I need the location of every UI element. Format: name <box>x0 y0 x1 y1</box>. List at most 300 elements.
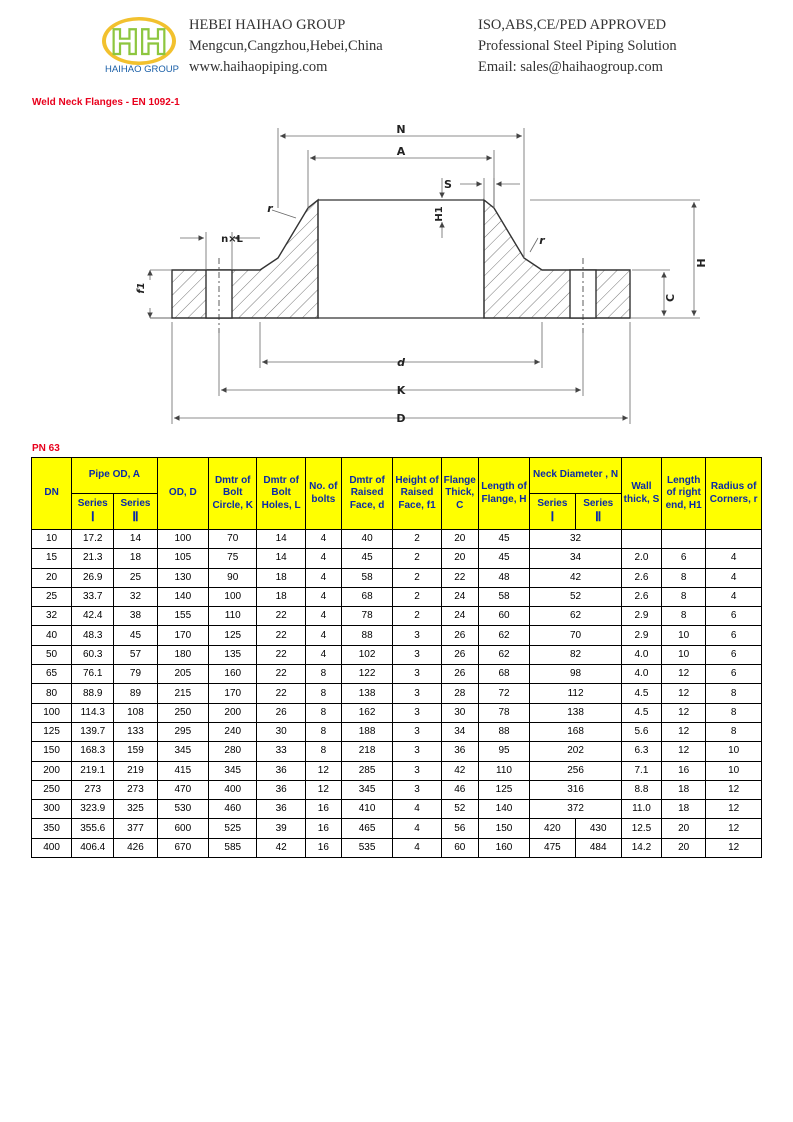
cell-h: 125 <box>478 780 529 799</box>
cell-h1: 8 <box>662 607 706 626</box>
cell-dn: 350 <box>32 819 72 838</box>
cell-l: 14 <box>257 549 305 568</box>
cell-h: 140 <box>478 800 529 819</box>
table-row <box>32 549 762 568</box>
cell-dn: 100 <box>32 703 72 722</box>
cell-d: 138 <box>341 684 392 703</box>
cell-a2: 377 <box>114 819 157 838</box>
company-address: Mengcun,Cangzhou,Hebei,China <box>189 38 383 54</box>
cell-l: 30 <box>257 722 305 741</box>
cell-d: 162 <box>341 703 392 722</box>
cell-r: 6 <box>706 626 762 645</box>
cell-n2: 430 <box>575 819 621 838</box>
cell-a1: 139.7 <box>72 722 114 741</box>
cell-c: 26 <box>441 665 478 684</box>
cell-l: 36 <box>257 780 305 799</box>
cell-d: 218 <box>341 742 392 761</box>
cell-l: 22 <box>257 607 305 626</box>
cell-f1: 3 <box>393 645 441 664</box>
cell-a2: 159 <box>114 742 157 761</box>
header-pipe-series-2: Series Ⅱ <box>114 494 157 530</box>
cell-dn: 32 <box>32 607 72 626</box>
cell-f1: 2 <box>393 607 441 626</box>
cell-c: 34 <box>441 722 478 741</box>
cell-k: 200 <box>209 703 257 722</box>
cell-k: 345 <box>209 761 257 780</box>
cell-s: 2.9 <box>621 607 661 626</box>
cell-c: 60 <box>441 838 478 857</box>
cell-a2: 32 <box>114 587 157 606</box>
tagline: Professional Steel Piping Solution <box>478 38 677 54</box>
cell-n: 112 <box>530 684 622 703</box>
cell-d: 535 <box>341 838 392 857</box>
cell-s: 2.9 <box>621 626 661 645</box>
cell-c: 36 <box>441 742 478 761</box>
label-d-small: d <box>397 356 405 369</box>
cell-r <box>706 530 762 549</box>
cell-d: 102 <box>341 645 392 664</box>
table-row <box>32 568 762 587</box>
cell-r: 4 <box>706 568 762 587</box>
cell-a2: 14 <box>114 530 157 549</box>
cell-d: 88 <box>341 626 392 645</box>
cell-k: 110 <box>209 607 257 626</box>
cell-s <box>621 530 661 549</box>
cell-od: 670 <box>157 838 208 857</box>
cell-f1: 3 <box>393 722 441 741</box>
cell-od: 600 <box>157 819 208 838</box>
cell-l: 39 <box>257 819 305 838</box>
cell-s: 2.0 <box>621 549 661 568</box>
cell-l: 36 <box>257 800 305 819</box>
cell-dn: 65 <box>32 665 72 684</box>
label-h1: H1 <box>434 206 445 222</box>
cell-k: 90 <box>209 568 257 587</box>
cell-dn: 20 <box>32 568 72 587</box>
cell-d: 45 <box>341 549 392 568</box>
cell-c: 56 <box>441 819 478 838</box>
company-email[interactable]: Email: sales@haihaogroup.com <box>478 59 663 75</box>
cell-h: 62 <box>478 626 529 645</box>
cell-d: 345 <box>341 780 392 799</box>
table-row <box>32 587 762 606</box>
approvals: ISO,ABS,CE/PED APPROVED <box>478 17 667 33</box>
cell-c: 30 <box>441 703 478 722</box>
cell-h1: 12 <box>662 722 706 741</box>
cell-a2: 133 <box>114 722 157 741</box>
cell-l: 33 <box>257 742 305 761</box>
page-header <box>0 0 793 90</box>
cell-l: 14 <box>257 530 305 549</box>
cell-n: 98 <box>530 665 622 684</box>
cell-f1: 3 <box>393 626 441 645</box>
cell-bolts: 4 <box>305 607 341 626</box>
header-raised-face: Dmtr of Raised Face, d <box>341 458 392 530</box>
cell-k: 170 <box>209 684 257 703</box>
cell-a1: 114.3 <box>72 703 114 722</box>
cell-f1: 3 <box>393 703 441 722</box>
header-neck-series-2: Series Ⅱ <box>575 494 621 530</box>
cell-k: 100 <box>209 587 257 606</box>
cell-bolts: 8 <box>305 684 341 703</box>
cell-k: 585 <box>209 838 257 857</box>
cell-l: 36 <box>257 761 305 780</box>
label-a: A <box>396 145 406 158</box>
cell-s: 12.5 <box>621 819 661 838</box>
cell-a1: 168.3 <box>72 742 114 761</box>
cell-l: 18 <box>257 587 305 606</box>
cell-a1: 33.7 <box>72 587 114 606</box>
cell-d: 40 <box>341 530 392 549</box>
table-row <box>32 819 762 838</box>
cell-k: 160 <box>209 665 257 684</box>
flange-drawing <box>120 118 720 438</box>
cell-a1: 48.3 <box>72 626 114 645</box>
cell-a1: 42.4 <box>72 607 114 626</box>
cell-a1: 406.4 <box>72 838 114 857</box>
table-row <box>32 626 762 645</box>
cell-k: 400 <box>209 780 257 799</box>
cell-a2: 325 <box>114 800 157 819</box>
cell-d: 122 <box>341 665 392 684</box>
cell-d: 78 <box>341 607 392 626</box>
company-website[interactable]: www.haihaopiping.com <box>189 59 328 75</box>
cell-r: 8 <box>706 703 762 722</box>
cell-s: 8.8 <box>621 780 661 799</box>
cell-l: 26 <box>257 703 305 722</box>
cell-bolts: 4 <box>305 645 341 664</box>
cell-h: 95 <box>478 742 529 761</box>
cell-h: 62 <box>478 645 529 664</box>
cell-c: 52 <box>441 800 478 819</box>
cell-a2: 273 <box>114 780 157 799</box>
logo-caption: HAIHAO GROUP <box>105 64 179 75</box>
header-pipe-series-1: Series Ⅰ <box>72 494 114 530</box>
table-row <box>32 800 762 819</box>
cell-r: 6 <box>706 665 762 684</box>
label-nxl: n×L <box>221 234 243 245</box>
cell-bolts: 8 <box>305 703 341 722</box>
cell-a1: 219.1 <box>72 761 114 780</box>
cell-od: 295 <box>157 722 208 741</box>
cell-l: 22 <box>257 626 305 645</box>
label-r-right: r <box>539 234 545 247</box>
cell-f1: 3 <box>393 780 441 799</box>
table-row <box>32 530 762 549</box>
cell-h1: 6 <box>662 549 706 568</box>
cell-dn: 40 <box>32 626 72 645</box>
table-row <box>32 665 762 684</box>
cell-r: 4 <box>706 549 762 568</box>
cell-a1: 355.6 <box>72 819 114 838</box>
cell-od: 140 <box>157 587 208 606</box>
table-row <box>32 722 762 741</box>
cell-od: 205 <box>157 665 208 684</box>
cell-d: 58 <box>341 568 392 587</box>
cell-f1: 4 <box>393 819 441 838</box>
cell-h1: 8 <box>662 587 706 606</box>
label-f1: f1 <box>136 282 147 294</box>
cell-s: 4.5 <box>621 684 661 703</box>
cell-k: 280 <box>209 742 257 761</box>
cell-od: 180 <box>157 645 208 664</box>
cell-od: 100 <box>157 530 208 549</box>
cell-dn: 50 <box>32 645 72 664</box>
cell-k: 70 <box>209 530 257 549</box>
label-n: N <box>396 123 406 136</box>
cell-h: 88 <box>478 722 529 741</box>
cell-h: 58 <box>478 587 529 606</box>
cell-bolts: 4 <box>305 626 341 645</box>
cell-dn: 15 <box>32 549 72 568</box>
header-neck-diameter: Neck Diameter , N <box>530 458 622 494</box>
cell-bolts: 8 <box>305 665 341 684</box>
cell-s: 14.2 <box>621 838 661 857</box>
cell-f1: 2 <box>393 587 441 606</box>
cell-h: 48 <box>478 568 529 587</box>
cell-od: 250 <box>157 703 208 722</box>
cell-h1: 16 <box>662 761 706 780</box>
cell-h1: 12 <box>662 665 706 684</box>
table-row <box>32 645 762 664</box>
cell-c: 26 <box>441 645 478 664</box>
cell-od: 105 <box>157 549 208 568</box>
cell-n: 52 <box>530 587 622 606</box>
label-r-left: r <box>267 202 273 215</box>
cell-h1: 12 <box>662 742 706 761</box>
cell-f1: 3 <box>393 665 441 684</box>
cell-c: 20 <box>441 530 478 549</box>
cell-bolts: 16 <box>305 838 341 857</box>
table-row <box>32 607 762 626</box>
label-c: C <box>664 293 677 303</box>
cell-s: 11.0 <box>621 800 661 819</box>
cell-dn: 150 <box>32 742 72 761</box>
cell-f1: 2 <box>393 568 441 587</box>
table-row <box>32 780 762 799</box>
cell-r: 6 <box>706 607 762 626</box>
cell-l: 22 <box>257 684 305 703</box>
cell-a1: 88.9 <box>72 684 114 703</box>
cell-f1: 3 <box>393 742 441 761</box>
cell-s: 7.1 <box>621 761 661 780</box>
cell-bolts: 4 <box>305 568 341 587</box>
cell-r: 10 <box>706 761 762 780</box>
header-pipe-od: Pipe OD, A <box>72 458 157 494</box>
table-body <box>32 530 762 858</box>
cell-c: 24 <box>441 587 478 606</box>
cell-n: 256 <box>530 761 622 780</box>
cell-h: 110 <box>478 761 529 780</box>
cell-h: 45 <box>478 549 529 568</box>
cell-h1: 18 <box>662 780 706 799</box>
cell-h1: 12 <box>662 684 706 703</box>
document-title: Weld Neck Flanges - EN 1092-1 <box>32 97 180 108</box>
cell-r: 10 <box>706 742 762 761</box>
cell-n: 372 <box>530 800 622 819</box>
cell-r: 6 <box>706 645 762 664</box>
cell-bolts: 4 <box>305 549 341 568</box>
cell-a2: 219 <box>114 761 157 780</box>
header-wall-thick: Wall thick, S <box>621 458 661 530</box>
cell-bolts: 4 <box>305 587 341 606</box>
cell-a2: 426 <box>114 838 157 857</box>
cell-od: 415 <box>157 761 208 780</box>
cell-h1: 10 <box>662 645 706 664</box>
cell-bolts: 4 <box>305 530 341 549</box>
cell-a1: 60.3 <box>72 645 114 664</box>
cell-s: 4.0 <box>621 665 661 684</box>
cell-a1: 17.2 <box>72 530 114 549</box>
cell-h: 45 <box>478 530 529 549</box>
cell-dn: 300 <box>32 800 72 819</box>
cell-h1 <box>662 530 706 549</box>
header-neck-series-1: Series Ⅰ <box>530 494 575 530</box>
cell-h1: 8 <box>662 568 706 587</box>
cell-n: 316 <box>530 780 622 799</box>
cell-c: 46 <box>441 780 478 799</box>
cell-h: 72 <box>478 684 529 703</box>
cell-s: 5.6 <box>621 722 661 741</box>
cell-a2: 57 <box>114 645 157 664</box>
cell-a1: 26.9 <box>72 568 114 587</box>
cell-h1: 20 <box>662 838 706 857</box>
header-dn: DN <box>32 458 72 530</box>
cell-a2: 89 <box>114 684 157 703</box>
cell-h1: 18 <box>662 800 706 819</box>
header-bolt-holes: Dmtr of Bolt Holes, L <box>257 458 305 530</box>
cell-l: 42 <box>257 838 305 857</box>
cell-n: 138 <box>530 703 622 722</box>
cell-a1: 76.1 <box>72 665 114 684</box>
cell-k: 75 <box>209 549 257 568</box>
cell-n: 42 <box>530 568 622 587</box>
cell-r: 12 <box>706 819 762 838</box>
cell-dn: 25 <box>32 587 72 606</box>
cell-k: 525 <box>209 819 257 838</box>
label-k: K <box>396 384 406 397</box>
cell-n: 168 <box>530 722 622 741</box>
table-row <box>32 761 762 780</box>
header-radius: Radius of Corners, r <box>706 458 762 530</box>
cell-h: 68 <box>478 665 529 684</box>
cell-f1: 2 <box>393 530 441 549</box>
company-name: HEBEI HAIHAO GROUP <box>189 17 346 33</box>
cell-d: 285 <box>341 761 392 780</box>
cell-dn: 80 <box>32 684 72 703</box>
cell-bolts: 8 <box>305 722 341 741</box>
cell-s: 4.0 <box>621 645 661 664</box>
cell-l: 22 <box>257 665 305 684</box>
cell-bolts: 12 <box>305 780 341 799</box>
cell-r: 8 <box>706 684 762 703</box>
cell-a2: 18 <box>114 549 157 568</box>
cell-n: 32 <box>530 530 622 549</box>
cell-h: 150 <box>478 819 529 838</box>
cell-a1: 273 <box>72 780 114 799</box>
cell-bolts: 8 <box>305 742 341 761</box>
cell-dn: 200 <box>32 761 72 780</box>
logo-mark: HH <box>110 23 168 63</box>
header-no-bolts: No. of bolts <box>305 458 341 530</box>
cell-s: 2.6 <box>621 587 661 606</box>
cell-r: 12 <box>706 780 762 799</box>
cell-c: 20 <box>441 549 478 568</box>
label-h: H <box>695 258 708 268</box>
cell-k: 125 <box>209 626 257 645</box>
header-flange-thick: Flange Thick, C <box>441 458 478 530</box>
cell-l: 22 <box>257 645 305 664</box>
cell-h1: 12 <box>662 703 706 722</box>
cell-k: 240 <box>209 722 257 741</box>
cell-a2: 38 <box>114 607 157 626</box>
cell-c: 24 <box>441 607 478 626</box>
cell-r: 4 <box>706 587 762 606</box>
flange-section-left <box>172 200 318 318</box>
cell-od: 215 <box>157 684 208 703</box>
cell-c: 26 <box>441 626 478 645</box>
cell-c: 42 <box>441 761 478 780</box>
cell-n: 82 <box>530 645 622 664</box>
cell-dn: 400 <box>32 838 72 857</box>
cell-a1: 21.3 <box>72 549 114 568</box>
cell-r: 12 <box>706 838 762 857</box>
cell-f1: 2 <box>393 549 441 568</box>
cell-n: 202 <box>530 742 622 761</box>
cell-bolts: 16 <box>305 819 341 838</box>
cell-n2: 484 <box>575 838 621 857</box>
cell-bolts: 12 <box>305 761 341 780</box>
cell-n: 34 <box>530 549 622 568</box>
cell-od: 530 <box>157 800 208 819</box>
cell-s: 4.5 <box>621 703 661 722</box>
cell-a2: 45 <box>114 626 157 645</box>
flange-dimensions-table <box>31 457 762 858</box>
header-od: OD, D <box>157 458 208 530</box>
cell-dn: 250 <box>32 780 72 799</box>
cell-od: 170 <box>157 626 208 645</box>
label-d: D <box>396 412 406 425</box>
cell-h1: 10 <box>662 626 706 645</box>
flange-section-right <box>484 200 630 318</box>
cell-a2: 108 <box>114 703 157 722</box>
label-s: S <box>444 178 452 191</box>
cell-d: 465 <box>341 819 392 838</box>
cell-od: 130 <box>157 568 208 587</box>
table-row <box>32 684 762 703</box>
cell-d: 68 <box>341 587 392 606</box>
cell-od: 345 <box>157 742 208 761</box>
cell-bolts: 16 <box>305 800 341 819</box>
cell-f1: 3 <box>393 761 441 780</box>
pressure-class: PN 63 <box>32 443 60 454</box>
cell-h: 60 <box>478 607 529 626</box>
cell-h: 160 <box>478 838 529 857</box>
cell-h: 78 <box>478 703 529 722</box>
cell-f1: 4 <box>393 838 441 857</box>
cell-d: 188 <box>341 722 392 741</box>
cell-od: 155 <box>157 607 208 626</box>
cell-c: 22 <box>441 568 478 587</box>
cell-k: 135 <box>209 645 257 664</box>
cell-n: 70 <box>530 626 622 645</box>
cell-r: 8 <box>706 722 762 741</box>
cell-a2: 25 <box>114 568 157 587</box>
cell-n: 62 <box>530 607 622 626</box>
cell-dn: 125 <box>32 722 72 741</box>
cell-a2: 79 <box>114 665 157 684</box>
cell-d: 410 <box>341 800 392 819</box>
